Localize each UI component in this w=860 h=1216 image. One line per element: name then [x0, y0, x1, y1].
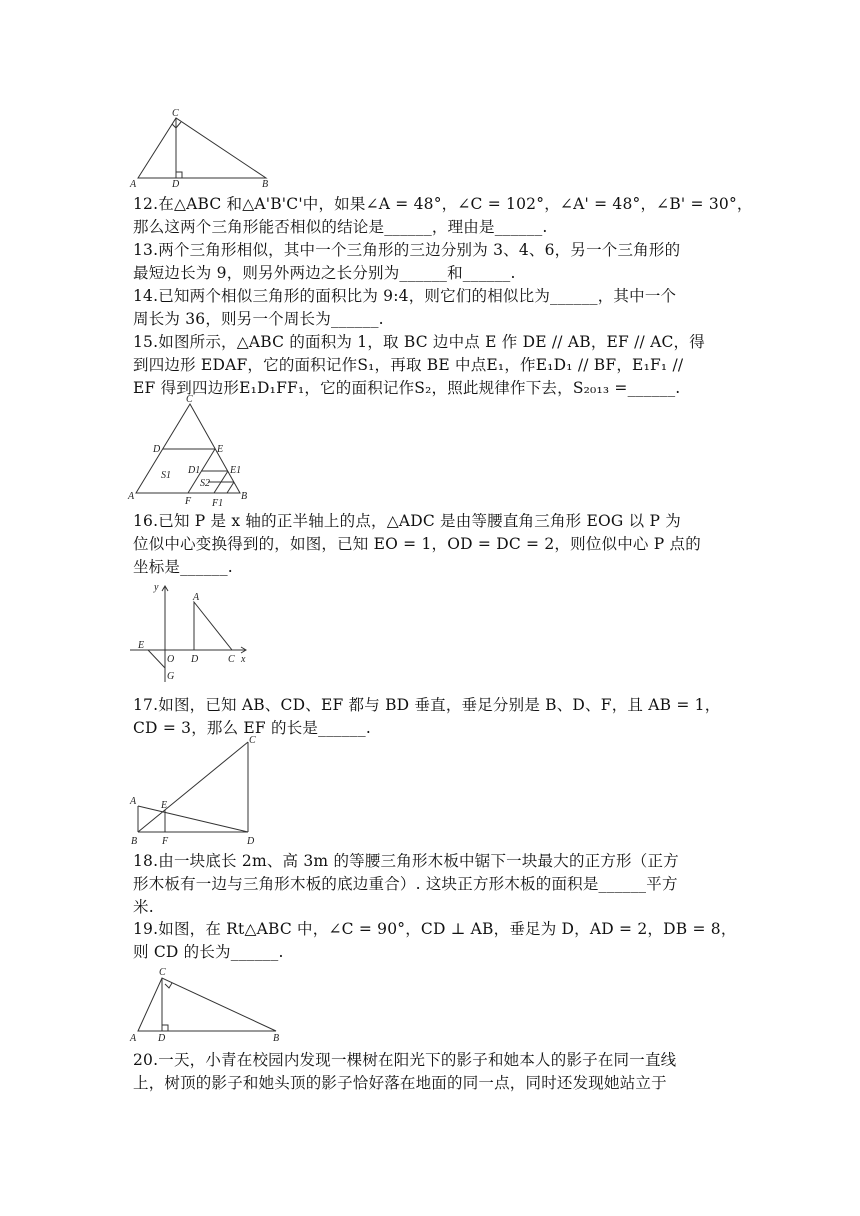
label-a: A — [130, 1033, 137, 1044]
question-text-line: 13.两个三角形相似，其中一个三角形的三边分别为 3、4、6，另一个三角形的 — [133, 241, 681, 259]
question-text-line: 则 CD 的长为______. — [133, 943, 284, 961]
label-d: D — [191, 654, 199, 665]
question-text-line: 15.如图所示，△ABC 的面积为 1，取 BC 边中点 E 作 DE // AB，EF // AC，得 — [133, 333, 705, 351]
label-a: A — [128, 491, 135, 502]
question-text-line: 19.如图，在 Rt△ABC 中，∠C = 90°，CD ⊥ AB，垂足为 D，AD = 2，DB = 8， — [133, 920, 737, 938]
question-16 — [133, 510, 738, 579]
label-d: D — [153, 444, 161, 455]
question-20 — [133, 1049, 738, 1095]
question-text-line: 16.已知 P 是 x 轴的正半轴上的点，△ADC 是由等腰直角三角形 EOG 以 P 为 — [133, 512, 681, 530]
label-d: D — [247, 836, 255, 847]
label-d: D — [172, 179, 180, 190]
label-b: B — [241, 491, 248, 502]
figure-q17-perpendicular-poles — [128, 734, 268, 846]
label-e: E — [138, 640, 145, 651]
label-s2: S2 — [200, 478, 210, 489]
question-text-line: 14.已知两个相似三角形的面积比为 9:4，则它们的相似比为______，其中一个 — [133, 287, 677, 305]
label-b: B — [262, 179, 269, 190]
question-14 — [133, 285, 738, 331]
label-a: A — [130, 796, 137, 807]
question-text-line: 17.如图，已知 AB、CD、EF 都与 BD 垂直，垂足分别是 B、D、F，且 AB = 1， — [133, 696, 721, 714]
triangle-abc — [138, 978, 276, 1031]
label-f: F — [162, 836, 169, 847]
label-g: G — [167, 671, 175, 682]
question-13 — [133, 239, 738, 285]
label-d: D — [158, 1033, 166, 1044]
label-c: C — [159, 967, 166, 978]
question-text-line: 上，树顶的影子和她头顶的影子恰好落在地面的同一点，同时还发现她站立于 — [133, 1074, 667, 1092]
right-angle-mark-d — [176, 172, 182, 178]
question-text-line: 20.一天，小青在校园内发现一棵树在阳光下的影子和她本人的影子在同一直线 — [133, 1051, 677, 1069]
triangle-abc — [138, 118, 266, 178]
figure-q15-nested-triangles — [128, 396, 258, 508]
segment-e2f2 — [227, 482, 234, 493]
label-a: A — [193, 592, 200, 603]
question-text-line: EF 得到四边形E₁D₁FF₁，它的面积记作S₂，照此规律作下去，S₂₀₁₃ =______. — [133, 379, 681, 397]
question-text-line: 位似中心变换得到的，如图，已知 EO = 1，OD = DC = 2，则位似中心 P 点的 — [133, 535, 701, 553]
right-angle-mark-d — [162, 1025, 168, 1031]
figure-q19-right-triangle — [128, 966, 288, 1046]
question-text-line: 那么这两个三角形能否相似的结论是______，理由是______. — [133, 218, 548, 236]
question-15 — [133, 331, 738, 400]
question-text-line: 周长为 36，则另一个周长为______. — [133, 310, 384, 328]
label-f1: F1 — [212, 498, 224, 509]
label-f: F — [185, 496, 192, 507]
question-text-line: 18.由一块底长 2m、高 3m 的等腰三角形木板中锯下一块最大的正方形（正方 — [133, 852, 679, 870]
label-c: C — [249, 735, 256, 746]
label-d1: D1 — [188, 465, 201, 476]
figure-q16-coordinate-plane — [128, 578, 258, 690]
question-text-line: 到四边形 EDAF，它的面积记作S₁，再取 BE 中点E₁，作E₁D₁ // BF，E₁F₁ // — [133, 356, 684, 374]
question-19 — [133, 918, 738, 964]
label-b: B — [273, 1033, 280, 1044]
label-e: E — [217, 444, 224, 455]
label-e1: E1 — [230, 465, 242, 476]
label-s1: S1 — [161, 470, 171, 481]
label-a: A — [130, 179, 137, 190]
question-12 — [133, 193, 753, 239]
label-b: B — [131, 836, 138, 847]
label-c: C — [228, 654, 235, 665]
right-angle-mark-c — [165, 983, 172, 988]
triangle-eog — [148, 650, 165, 668]
question-text-line: 12.在△ABC 和△A'B'C'中，如果∠A = 48°，∠C = 102°，∠A' = 48°，∠B' = 30°， — [133, 195, 753, 213]
question-text-line: 米. — [133, 898, 154, 916]
question-text-line: 最短边长为 9，则另外两边之长分别为______和______. — [133, 264, 516, 282]
triangle-adc — [194, 602, 232, 650]
label-y: y — [154, 582, 159, 593]
figure-q11-right-triangle — [128, 108, 278, 190]
question-text-line: 坐标是______. — [133, 558, 233, 576]
question-18 — [133, 850, 738, 919]
label-c: C — [186, 394, 193, 405]
question-text-line: CD = 3，那么 EF 的长是______. — [133, 719, 371, 737]
label-x: x — [241, 654, 246, 665]
label-e: E — [161, 800, 168, 811]
question-text-line: 形木板有一边与三角形木板的底边重合）. 这块正方形木板的面积是______平方 — [133, 875, 678, 893]
label-o: O — [167, 654, 175, 665]
label-c: C — [172, 108, 179, 119]
